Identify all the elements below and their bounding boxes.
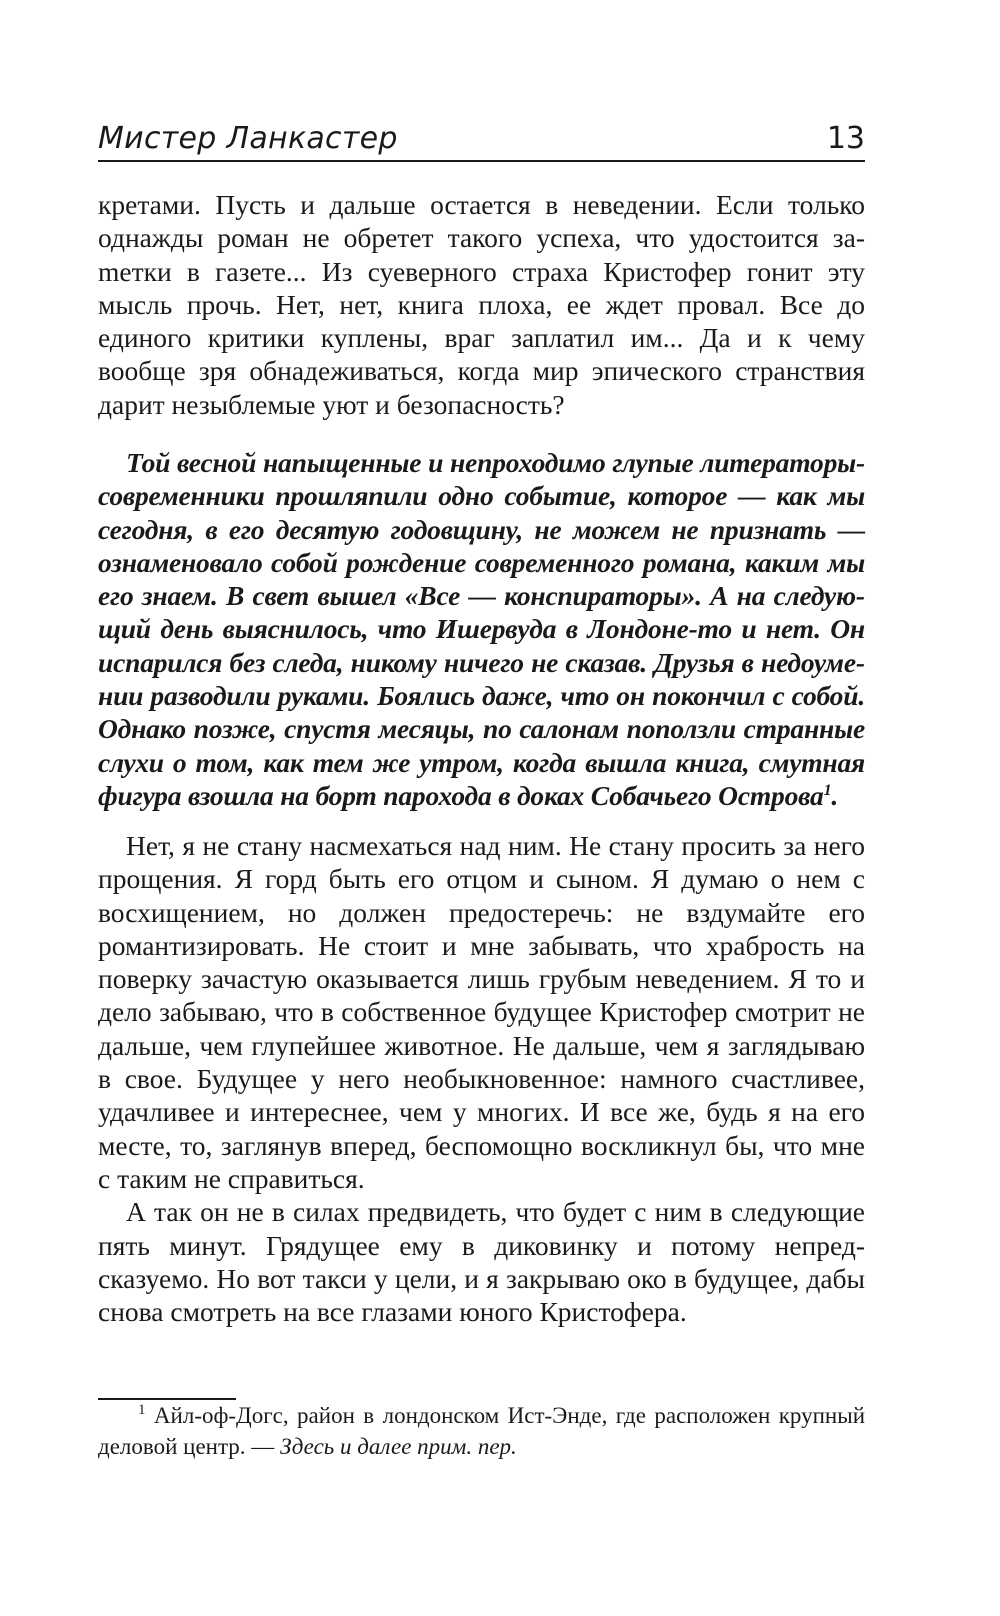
italic-quote [98,446,865,812]
paragraph-2: Нет, я не стану насмехаться над ним. Не стану просить за него прощения. Я горд быть его отцом и сыном. Я думаю о нем с восхищением, но должен предостеречь: не вздумайте его романтизировать. Не стоит и мне забывать, что храбрость на поверку зачастую оказывается лишь грубым неведением. Я то и дело забываю, что в собственное будущее Кристофер смотрит не дальше, чем глупейшее животное. Не дальше, чем я заглядываю в свое. Будущее у него необыкновенное: намного счастливее, удачливее и интереснее, чем у многих. И все же, будь я на его месте, то, заглянув вперед, беспомощно воскликнул бы, что мне с таким не справиться. [98,830,865,1194]
footnote-mark: 1 [138,1402,146,1418]
paragraph-continued [98,188,865,421]
footnote-text: Айл-оф-Догс, район в лондонском Ист-Энде, где расположен крупный деловой центр. — [98,1403,865,1459]
footnote-reference: 1 [823,781,832,799]
footnote-text-wrapper [98,1400,865,1462]
quote-text-wrapper [98,446,865,812]
paragraph-1: кретами. Пусть и дальше остается в неведении. Если только однажды роман не обретет такого успеха, что удостоится заmетки в газете... Из суеверного страха Кристофер гонит эту мысль прочь. Нет, нет, книга плоха, ее ждет провал. Все до единого критики куплены, враг заплатил им... Да и к чему вообще зря обнадеживаться, когда мир эпического странствия дарит незыблемые уют и безопасность? [98,189,865,420]
quote-text: Той весной напыщенные и непроходимо глупые литераторы-современники прошляпили одно событие, которое — как мы сегодня, в его десятую годовщину, не можем не признать — ознаменовало собой рождение современного романа, каким мы его знаем. В свет вышел «Все — конспираторы». А на следующий день выяснилось, что Ишервуда в Лондоне-то и нет. Он испарился без следа, никому ничего не сказав. Друзья в недоумении разводили руками. Боялись даже, что он покончил с собой. Однако позже, спустя месяцы, по салонам поползли странные слухи о том, как тем же утром, когда вышла книга, смутная фигура взошла на борт парохода в доках Собачьего Острова [98,447,865,811]
quote-end: . [831,779,839,811]
body-text [98,829,865,1328]
footnote [98,1400,865,1462]
page-header [98,112,865,162]
footnote-italic: Здесь и далее прим. пер. [280,1434,517,1459]
running-title: Мистер Ланкастер [98,121,398,156]
page-number: 13 [826,121,865,156]
paragraph-3: А так он не в силах предвидеть, что будет с ним в следующие пять минут. Грядущее ему в диковинку и потому непредсказуемо. Но вот такси у цели, и я закрываю око в будущее, дабы снова смотреть на все глазами юного Кристофера. [98,1196,865,1328]
